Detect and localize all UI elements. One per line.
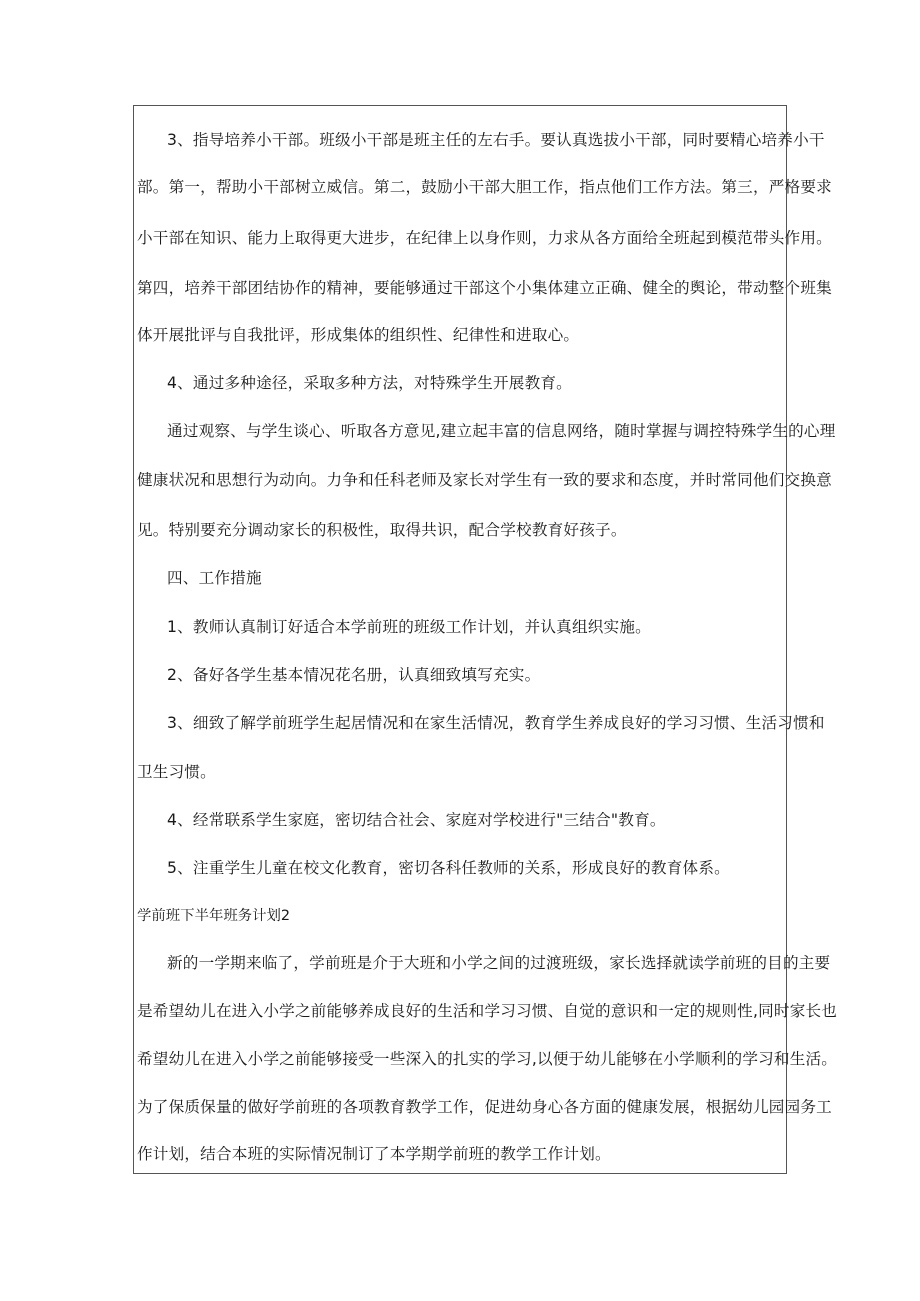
- paragraph-line: 作计划，结合本班的实际情况制订了本学期学前班的教学工作计划。: [137, 1145, 611, 1163]
- paragraph-line: 是希望幼儿在进入小学之前能够养成良好的生活和学习习惯、自觉的意识和一定的规则性,同时家长也: [137, 1002, 838, 1020]
- paragraph-line: 小干部在知识、能力上取得更大进步，在纪律上以身作则，力求从各方面给全班起到模范带头作用。: [137, 229, 832, 247]
- list-item: 5、注重学生儿童在校文化教育，密切各科任教师的关系，形成良好的教育体系。: [167, 859, 730, 877]
- paragraph-line: 见。特别要充分调动家长的积极性，取得共识，配合学校教育好孩子。: [137, 521, 627, 539]
- paragraph-line: 为了保质保量的做好学前班的各项教育教学工作，促进幼身心各方面的健康发展，根据幼儿园园务工: [137, 1098, 832, 1116]
- list-item-continuation: 卫生习惯。: [137, 763, 216, 781]
- paragraph-line: 部。第一，帮助小干部树立威信。第二，鼓励小干部大胆工作，指点他们工作方法。第三，严格要求: [137, 178, 832, 196]
- list-item: 4、经常联系学生家庭，密切结合社会、家庭对学校进行"三结合"教育。: [167, 811, 666, 829]
- section-heading: 四、工作措施: [167, 569, 262, 587]
- list-item: 1、教师认真制订好适合本学前班的班级工作计划，并认真组织实施。: [167, 618, 651, 636]
- paragraph-line: 4、通过多种途径，采取多种方法，对特殊学生开展教育。: [167, 374, 572, 392]
- paragraph-line: 3、指导培养小干部。班级小干部是班主任的左右手。要认真选拔小干部，同时要精心培养小干: [167, 131, 825, 149]
- document-title: 学前班下半年班务计划2: [137, 908, 291, 924]
- paragraph-line: 希望幼儿在进入小学之前能够接受一些深入的扎实的学习,以便于幼儿能够在小学顺利的学习和生活。: [137, 1050, 838, 1068]
- list-item: 2、备好各学生基本情况花名册，认真细致填写充实。: [167, 666, 541, 684]
- paragraph-line: 新的一学期来临了，学前班是介于大班和小学之间的过渡班级，家长选择就读学前班的目的主要: [167, 954, 831, 972]
- list-item: 3、细致了解学前班学生起居情况和在家生活情况，教育学生养成良好的学习习惯、生活习惯和: [167, 714, 825, 732]
- paragraph-line: 第四，培养干部团结协作的精神，要能够通过干部这个小集体建立正确、健全的舆论，带动整个班集: [137, 279, 832, 297]
- paragraph-line: 体开展批评与自我批评，形成集体的组织性、纪律性和进取心。: [137, 326, 580, 344]
- paragraph-line: 通过观察、与学生谈心、听取各方意见,建立起丰富的信息网络，随时掌握与调控特殊学生的心理: [167, 422, 836, 440]
- paragraph-line: 健康状况和思想行为动向。力争和任科老师及家长对学生有一致的要求和态度，并时常同他们交换意: [137, 471, 832, 489]
